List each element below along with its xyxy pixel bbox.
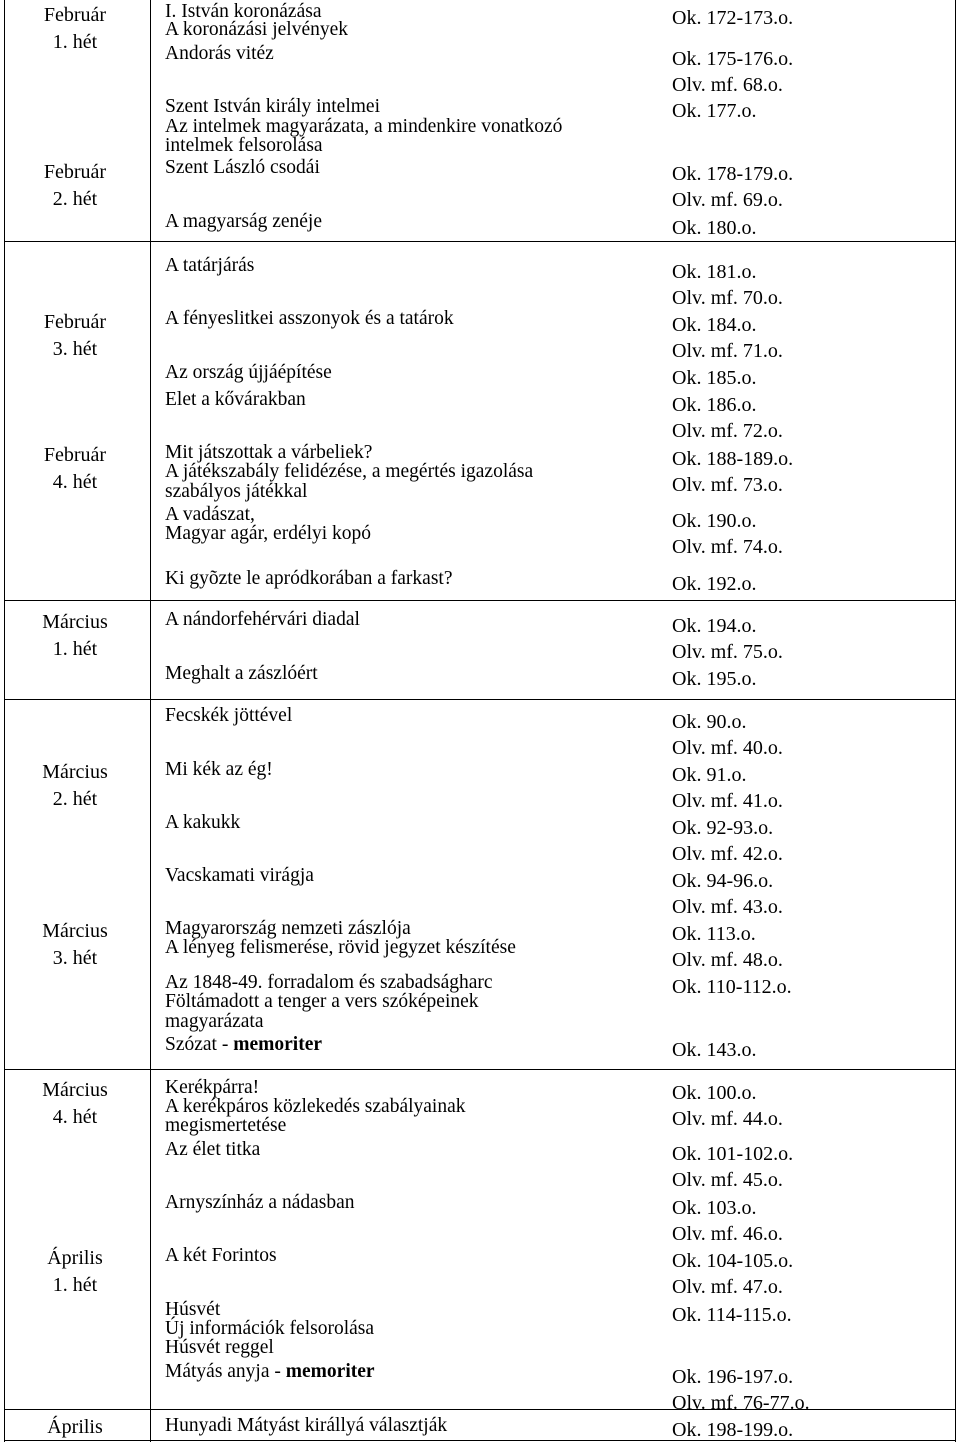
table-border-left bbox=[4, 0, 5, 1442]
lesson-topic: magyarázata bbox=[165, 1011, 264, 1032]
page-reference: Olv. mf. 45.o. bbox=[672, 1169, 783, 1191]
page-reference: Ok. 104-105.o. bbox=[672, 1250, 794, 1272]
page-reference: Olv. mf. 40.o. bbox=[672, 737, 783, 759]
lesson-topic: Föltámadott a tenger a vers szóképeinek bbox=[165, 991, 479, 1012]
week-label: Február 1. hét bbox=[43, 4, 107, 53]
page-reference: Ok. 180.o. bbox=[672, 217, 757, 239]
lesson-topic: A tatárjárás bbox=[165, 255, 255, 276]
lesson-topic: Mi kék az ég! bbox=[165, 759, 273, 780]
page-reference: Ok. 103.o. bbox=[672, 1197, 757, 1219]
column-divider bbox=[150, 0, 151, 1442]
lesson-topic: A játékszabály felidézése, a megértés igazolása bbox=[165, 461, 534, 482]
page-reference: Ok. 196-197.o. bbox=[672, 1366, 794, 1388]
lesson-topic: Az 1848-49. forradalom és szabadságharc bbox=[165, 972, 493, 993]
lesson-topic: Meghalt a zászlóért bbox=[165, 663, 318, 684]
week-separator bbox=[4, 1069, 956, 1070]
lesson-topic: Magyar agár, erdélyi kopó bbox=[165, 523, 372, 544]
page-reference: Ok. 185.o. bbox=[672, 367, 757, 389]
lesson-topic: A kerékpáros közlekedés szabályainak bbox=[165, 1096, 466, 1117]
lesson-topic: A vadászat, bbox=[165, 504, 255, 525]
lesson-topic: Az intelmek magyarázata, a mindenkire vonatkozó bbox=[165, 116, 563, 137]
week-label: Április 1. hét bbox=[47, 1247, 103, 1296]
page-reference: Olv. mf. 73.o. bbox=[672, 474, 783, 496]
page-reference: Ok. 92-93.o. bbox=[672, 817, 774, 839]
week-separator bbox=[4, 600, 956, 601]
page-reference: Ok. 186.o. bbox=[672, 394, 757, 416]
page-reference: Olv. mf. 42.o. bbox=[672, 843, 783, 865]
page-reference: Olv. mf. 76-77.o. bbox=[672, 1392, 810, 1414]
lesson-topic: szabályos játékkal bbox=[165, 481, 308, 502]
lesson-topic: A nándorfehérvári diadal bbox=[165, 609, 360, 630]
lesson-topic: Húsvét reggel bbox=[165, 1337, 274, 1358]
page-reference: Ok. 194.o. bbox=[672, 615, 757, 637]
page-reference: Ok. 91.o. bbox=[672, 764, 747, 786]
lesson-topic: I. István koronázása bbox=[165, 1, 322, 22]
page-reference: Olv. mf. 72.o. bbox=[672, 420, 783, 442]
lesson-topic: Az élet titka bbox=[165, 1139, 261, 1160]
page-reference: Ok. 198-199.o. bbox=[672, 1419, 794, 1441]
page-reference: Ok. 178-179.o. bbox=[672, 163, 794, 185]
week-separator bbox=[4, 241, 956, 242]
lesson-topic: megismertetése bbox=[165, 1115, 287, 1136]
lesson-topic: Szózat - memoriter bbox=[165, 1034, 323, 1055]
page-reference: Ok. 181.o. bbox=[672, 261, 757, 283]
lesson-topic: Húsvét bbox=[165, 1299, 221, 1320]
page-reference: Olv. mf. 43.o. bbox=[672, 896, 783, 918]
page-reference: Olv. mf. 74.o. bbox=[672, 536, 783, 558]
page-reference: Ok. 114-115.o. bbox=[672, 1304, 792, 1326]
lesson-topic: intelmek felsorolása bbox=[165, 135, 323, 156]
lesson-topic: A magyarság zenéje bbox=[165, 211, 323, 232]
page-reference: Ok. 94-96.o. bbox=[672, 870, 774, 892]
lesson-topic: Magyarország nemzeti zászlója bbox=[165, 918, 411, 939]
page-reference: Ok. 172-173.o. bbox=[672, 7, 794, 29]
week-separator bbox=[4, 699, 956, 700]
page-reference: Olv. mf. 75.o. bbox=[672, 641, 783, 663]
page-reference: Ok. 177.o. bbox=[672, 100, 757, 122]
lesson-topic: A fényeslitkei asszonyok és a tatárok bbox=[165, 308, 454, 329]
page-reference: Ok. 100.o. bbox=[672, 1082, 757, 1104]
page-reference: Olv. mf. 41.o. bbox=[672, 790, 783, 812]
page-reference: Olv. mf. 47.o. bbox=[672, 1276, 783, 1298]
page-reference: Olv. mf. 44.o. bbox=[672, 1108, 783, 1130]
lesson-topic: A lényeg felismerése, rövid jegyzet készítése bbox=[165, 937, 516, 958]
lesson-topic: A koronázási jelvények bbox=[165, 19, 349, 40]
page-reference: Ok. 195.o. bbox=[672, 668, 757, 690]
lesson-topic: A két Forintos bbox=[165, 1245, 277, 1266]
week-label: Február 4. hét bbox=[43, 444, 107, 493]
week-label: Március 2. hét bbox=[42, 761, 108, 810]
lesson-topic: Fecskék jöttével bbox=[165, 705, 293, 726]
lesson-topic: Szent László csodái bbox=[165, 157, 320, 178]
page-reference: Olv. mf. 68.o. bbox=[672, 74, 783, 96]
week-label: Február 3. hét bbox=[43, 311, 107, 360]
lesson-topic: Vacskamati virágja bbox=[165, 865, 314, 886]
page-reference: Olv. mf. 70.o. bbox=[672, 287, 783, 309]
week-label: Március 1. hét bbox=[42, 611, 108, 660]
lesson-topic: A kakukk bbox=[165, 812, 241, 833]
lesson-topic: Hunyadi Mátyást királlyá választják bbox=[165, 1415, 448, 1436]
lesson-topic: Új információk felsorolása bbox=[165, 1318, 375, 1339]
lesson-topic: Elet a kővárakban bbox=[165, 389, 306, 410]
table-border-right bbox=[955, 0, 956, 1442]
lesson-topic: Szent István király intelmei bbox=[165, 96, 380, 117]
page-reference: Olv. mf. 46.o. bbox=[672, 1223, 783, 1245]
page-reference: Ok. 192.o. bbox=[672, 573, 757, 595]
page-reference: Ok. 175-176.o. bbox=[672, 48, 794, 70]
page-reference: Olv. mf. 48.o. bbox=[672, 949, 783, 971]
page-reference: Ok. 101-102.o. bbox=[672, 1143, 794, 1165]
lesson-topic: Mátyás anyja - memoriter bbox=[165, 1361, 375, 1382]
page-reference: Ok. 113.o. bbox=[672, 923, 756, 945]
page-reference: Olv. mf. 71.o. bbox=[672, 340, 783, 362]
page-reference: Ok. 184.o. bbox=[672, 314, 757, 336]
week-label: Március 3. hét bbox=[42, 920, 108, 969]
week-label: Február 2. hét bbox=[43, 161, 107, 210]
week-label: Március 4. hét bbox=[42, 1079, 108, 1128]
week-separator bbox=[4, 1409, 956, 1410]
page-reference: Ok. 188-189.o. bbox=[672, 448, 794, 470]
page-reference: Ok. 143.o. bbox=[672, 1039, 757, 1061]
memoriter-label: memoriter bbox=[233, 1034, 323, 1055]
page-reference: Olv. mf. 69.o. bbox=[672, 189, 783, 211]
page-reference: Ok. 90.o. bbox=[672, 711, 747, 733]
page-reference: Ok. 190.o. bbox=[672, 510, 757, 532]
lesson-topic: Kerékpárra! bbox=[165, 1077, 260, 1098]
week-label: Április bbox=[47, 1416, 103, 1438]
memoriter-label: memoriter bbox=[285, 1361, 375, 1382]
lesson-topic: Arnyszínház a nádasban bbox=[165, 1192, 355, 1213]
lesson-topic: Andorás vitéz bbox=[165, 43, 274, 64]
lesson-topic: Az ország újjáépítése bbox=[165, 362, 332, 383]
page-reference: Ok. 110-112.o. bbox=[672, 976, 792, 998]
lesson-topic: Ki gyõzte le apródkorában a farkast? bbox=[165, 568, 453, 589]
lesson-topic: Mit játszottak a várbeliek? bbox=[165, 442, 373, 463]
